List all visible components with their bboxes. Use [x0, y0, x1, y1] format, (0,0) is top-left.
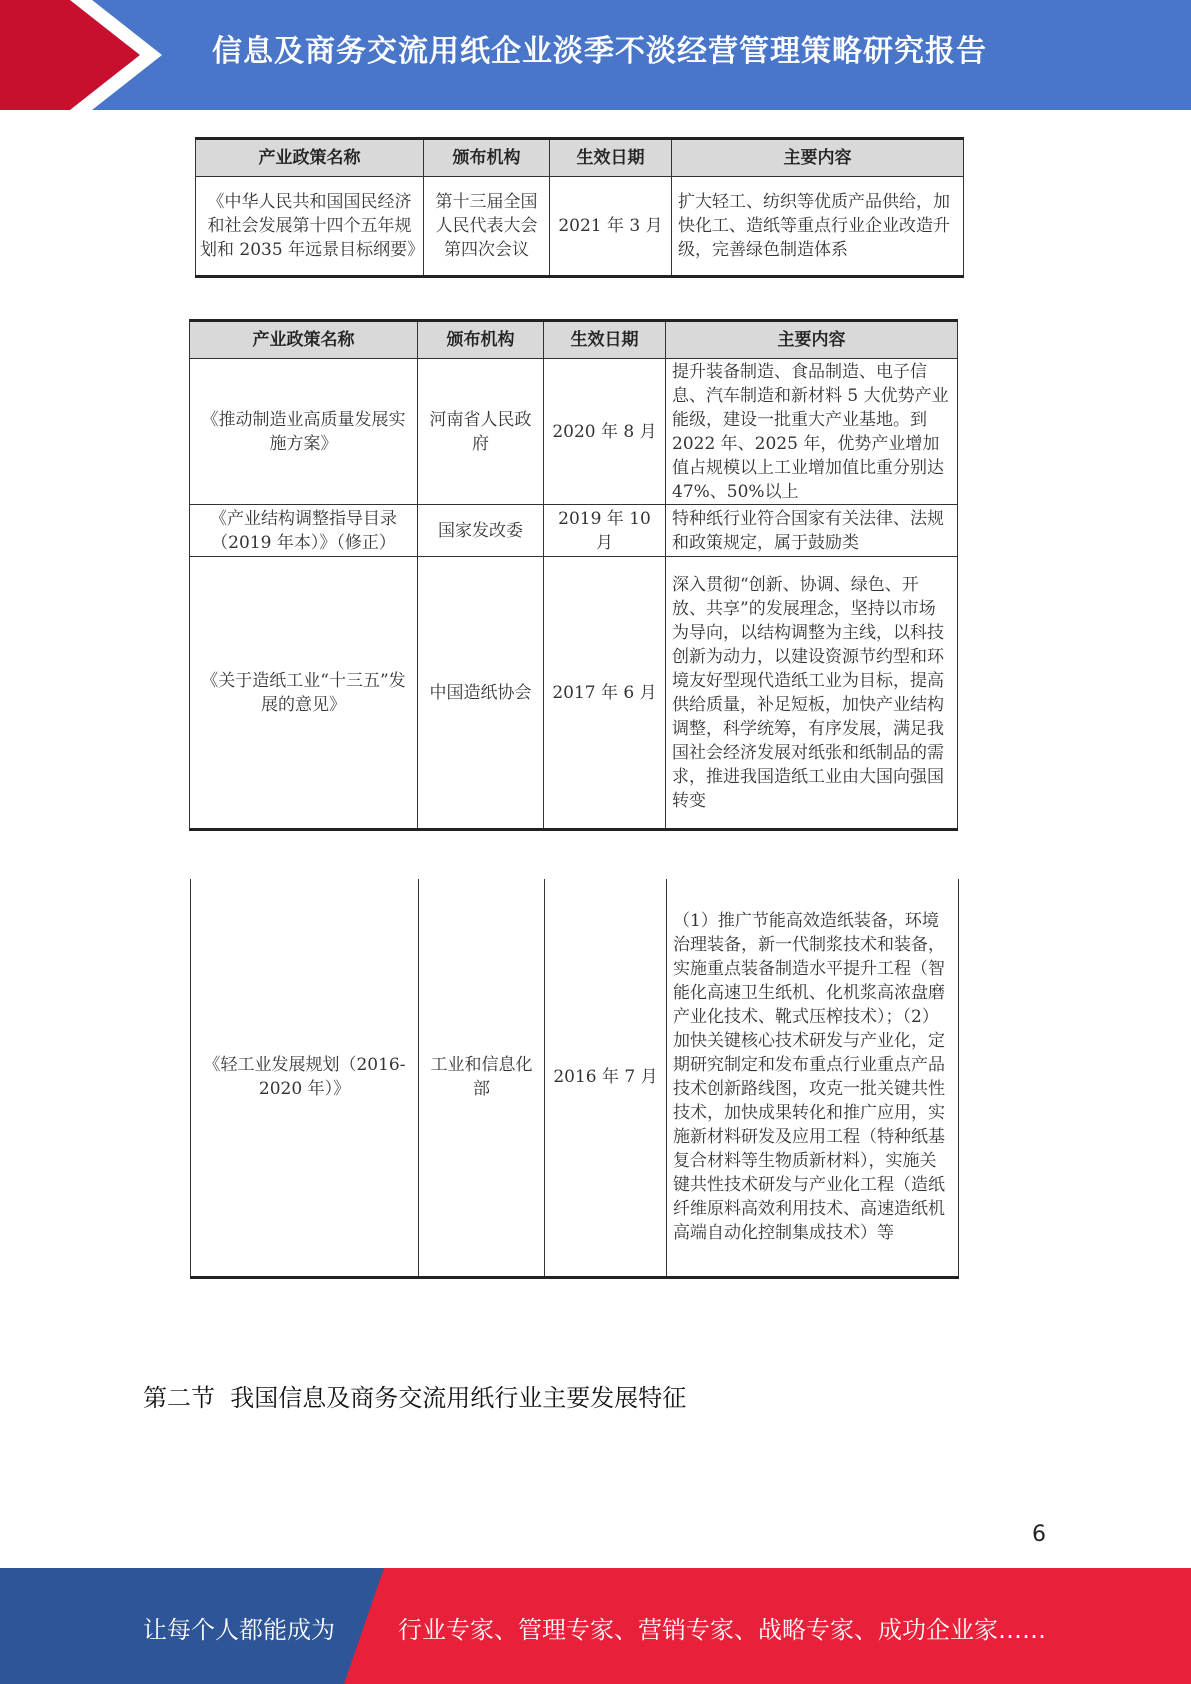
page-number: 6 — [1032, 1522, 1046, 1547]
footer-slogan-right: 行业专家、管理专家、营销专家、战略专家、成功企业家…… — [398, 1616, 1046, 1644]
report-title: 信息及商务交流用纸企业淡季不淡经营管理策略研究报告 — [212, 34, 987, 69]
policy-name-cell: 《推动制造业高质量发展实施方案》 — [190, 359, 418, 505]
policy-name-cell: 《关于造纸工业“十三五”发展的意见》 — [190, 557, 418, 830]
col-header-policy-name: 产业政策名称 — [190, 321, 418, 359]
date-cell: 2016 年 7 月 — [545, 879, 667, 1277]
table-header-row — [196, 139, 964, 177]
policy-table-3 — [190, 879, 959, 1279]
issuer-cell: 中国造纸协会 — [418, 557, 544, 830]
section-heading: 第二节 我国信息及商务交流用纸行业主要发展特征 — [143, 1384, 687, 1412]
content-cell: （1）推广节能高效造纸装备，环境治理装备，新一代制浆技术和装备，实施重点装备制造水平提升工程（智能化高速卫生纸机、化机浆高浓盘磨产业化技术、靴式压榨技术）；（2）加快关键核心技术研发与产业化，定期研究制定和发布重点行业重点产品技术创新路线图，攻克一批关键共性技术，加快成果转化和推广应用，实施新材料研发及应用工程（特种纸基复合材料等生物质新材料），实施关键共性技术研发与产业化工程（造纸纤维原料高效利用技术、高速造纸机高端自动化控制集成技术）等 — [667, 879, 959, 1277]
table-header-row — [190, 321, 958, 359]
policy-table-2 — [189, 319, 958, 831]
table-row — [190, 359, 958, 505]
content-cell: 特种纸行业符合国家有关法律、法规和政策规定，属于鼓励类 — [666, 505, 958, 557]
date-cell: 2019 年 10 月 — [544, 505, 666, 557]
table-row — [191, 879, 959, 1277]
col-header-issuer: 颁布机构 — [418, 321, 544, 359]
issuer-cell: 河南省人民政府 — [418, 359, 544, 505]
col-header-effective-date: 生效日期 — [544, 321, 666, 359]
content-cell: 扩大轻工、纺织等优质产品供给，加快化工、造纸等重点行业企业改造升级，完善绿色制造体系 — [672, 177, 964, 277]
issuer-cell: 工业和信息化部 — [419, 879, 545, 1277]
col-header-policy-name: 产业政策名称 — [196, 139, 424, 177]
policy-name-cell: 《中华人民共和国国民经济和社会发展第十四个五年规划和 2035 年远景目标纲要》 — [196, 177, 424, 277]
issuer-cell: 第十三届全国人民代表大会第四次会议 — [424, 177, 550, 277]
page-footer — [0, 1568, 1191, 1684]
col-header-main-content: 主要内容 — [672, 139, 964, 177]
col-header-effective-date: 生效日期 — [550, 139, 672, 177]
col-header-main-content: 主要内容 — [666, 321, 958, 359]
policy-name-cell: 《产业结构调整指导目录（2019 年本）》（修正） — [190, 505, 418, 557]
issuer-cell: 国家发改委 — [418, 505, 544, 557]
date-cell: 2021 年 3 月 — [550, 177, 672, 277]
date-cell: 2020 年 8 月 — [544, 359, 666, 505]
col-header-issuer: 颁布机构 — [424, 139, 550, 177]
table-row — [190, 557, 958, 830]
footer-slogan-left: 让每个人都能成为 — [143, 1616, 335, 1644]
policy-table-1 — [195, 137, 964, 278]
content-cell: 深入贯彻“创新、协调、绿色、开放、共享”的发展理念，坚持以市场为导向，以结构调整为主线，以科技创新为动力，以建设资源节约型和环境友好型现代造纸工业为目标，提高供给质量，补足短板，加快产业结构调整，科学统筹，有序发展，满足我国社会经济发展对纸张和纸制品的需求，推进我国造纸工业由大国向强国转变 — [666, 557, 958, 830]
date-cell: 2017 年 6 月 — [544, 557, 666, 830]
table-row — [196, 177, 964, 277]
policy-name-cell: 《轻工业发展规划（2016-2020 年）》 — [191, 879, 419, 1277]
content-cell: 提升装备制造、食品制造、电子信息、汽车制造和新材料 5 大优势产业能级，建设一批重大产业基地。到 2022 年、2025 年，优势产业增加值占规模以上工业增加值比重分别达 47%、50%以上 — [666, 359, 958, 505]
table-row — [190, 505, 958, 557]
page-header — [0, 0, 1191, 110]
